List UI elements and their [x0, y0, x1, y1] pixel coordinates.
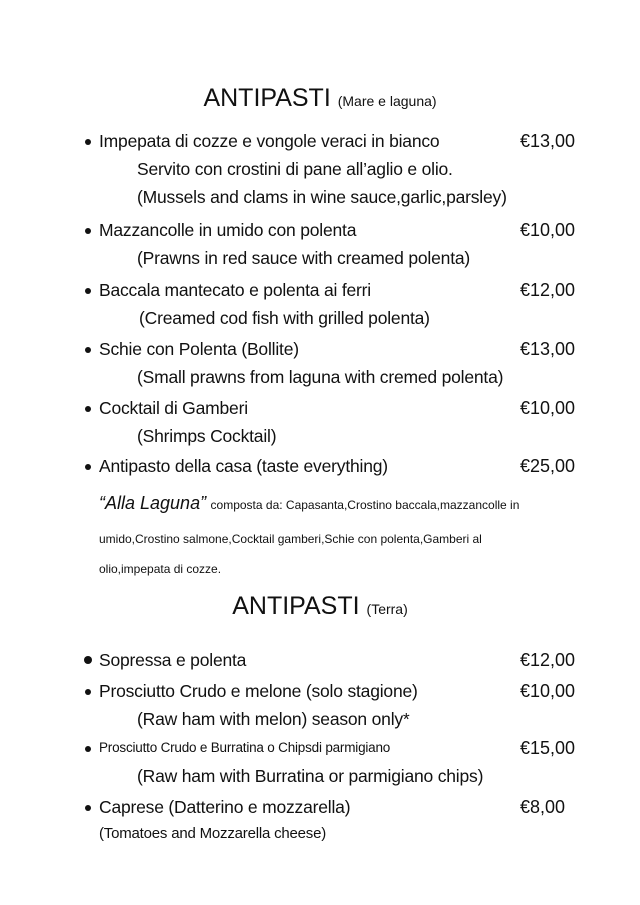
bullet-icon [85, 746, 91, 752]
bullet-icon [85, 689, 91, 695]
bullet-icon [84, 656, 92, 664]
bullet-icon [85, 347, 91, 353]
item-price: €10,00 [520, 398, 576, 418]
item-price: €10,00 [520, 220, 576, 240]
title-subtitle: (Mare e laguna) [337, 93, 437, 109]
item-name: Sopressa e polenta [99, 650, 247, 670]
item-name: Prosciutto Crudo e melone (solo stagione) [99, 681, 418, 701]
bullet-icon [85, 288, 91, 294]
item-desc: (Shrimps Cocktail) [137, 426, 277, 446]
section-title-sea [0, 84, 640, 113]
item-price: €25,00 [520, 456, 576, 476]
item-price: €8,00 [520, 797, 566, 817]
item-name: Baccala mantecato e polenta ai ferri [99, 280, 371, 300]
item-desc: (Tomatoes and Mozzarella cheese) [99, 825, 327, 842]
item-price: €10,00 [520, 681, 576, 701]
bullet-icon [85, 406, 91, 412]
item-desc: (Creamed cod fish with grilled polenta) [139, 308, 430, 328]
note-line: composta da: Capasanta,Crostino baccala,mazzancolle in [210, 498, 520, 512]
bullet-icon [85, 228, 91, 234]
item-price: €15,00 [520, 738, 576, 758]
bullet-icon [85, 139, 91, 145]
item-price: €13,00 [520, 131, 576, 151]
item-desc: (Small prawns from laguna with cremed polenta) [137, 367, 504, 387]
item-name: Schie con Polenta (Bollite) [99, 339, 299, 359]
item-name: Cocktail di Gamberi [99, 398, 248, 418]
title-text: ANTIPASTI [232, 592, 360, 620]
item-desc: (Mussels and clams in wine sauce,garlic,parsley) [137, 187, 507, 207]
item-name: Caprese (Datterino e mozzarella) [99, 797, 351, 817]
bullet-icon [85, 464, 91, 470]
item-desc: Servito con crostini di pane all’aglio e olio. [137, 159, 453, 179]
house-platter-note [99, 493, 519, 514]
item-price: €13,00 [520, 339, 576, 359]
item-price: €12,00 [520, 650, 576, 670]
item-name: Antipasto della casa (taste everything) [99, 456, 388, 476]
title-subtitle: (Terra) [366, 601, 408, 617]
item-name: Mazzancolle in umido con polenta [99, 220, 357, 240]
title-text: ANTIPASTI [203, 84, 331, 112]
item-name: Impepata di cozze e vongole veraci in bianco [99, 131, 440, 151]
section-title-land [0, 592, 640, 621]
item-desc: (Raw ham with melon) season only* [137, 709, 410, 729]
item-name: Prosciutto Crudo e Burratina o Chipsdi parmigiano [99, 740, 391, 755]
note-line: olio,impepata di cozze. [99, 562, 222, 576]
bullet-icon [85, 805, 91, 811]
item-price: €12,00 [520, 280, 576, 300]
note-line: umido,Crostino salmone,Cocktail gamberi,Schie con polenta,Gamberi al [99, 532, 482, 546]
item-desc: (Raw ham with Burratina or parmigiano chips) [137, 766, 484, 786]
item-desc: (Prawns in red sauce with creamed polenta) [137, 248, 471, 268]
note-highlight: “Alla Laguna” [99, 493, 207, 513]
